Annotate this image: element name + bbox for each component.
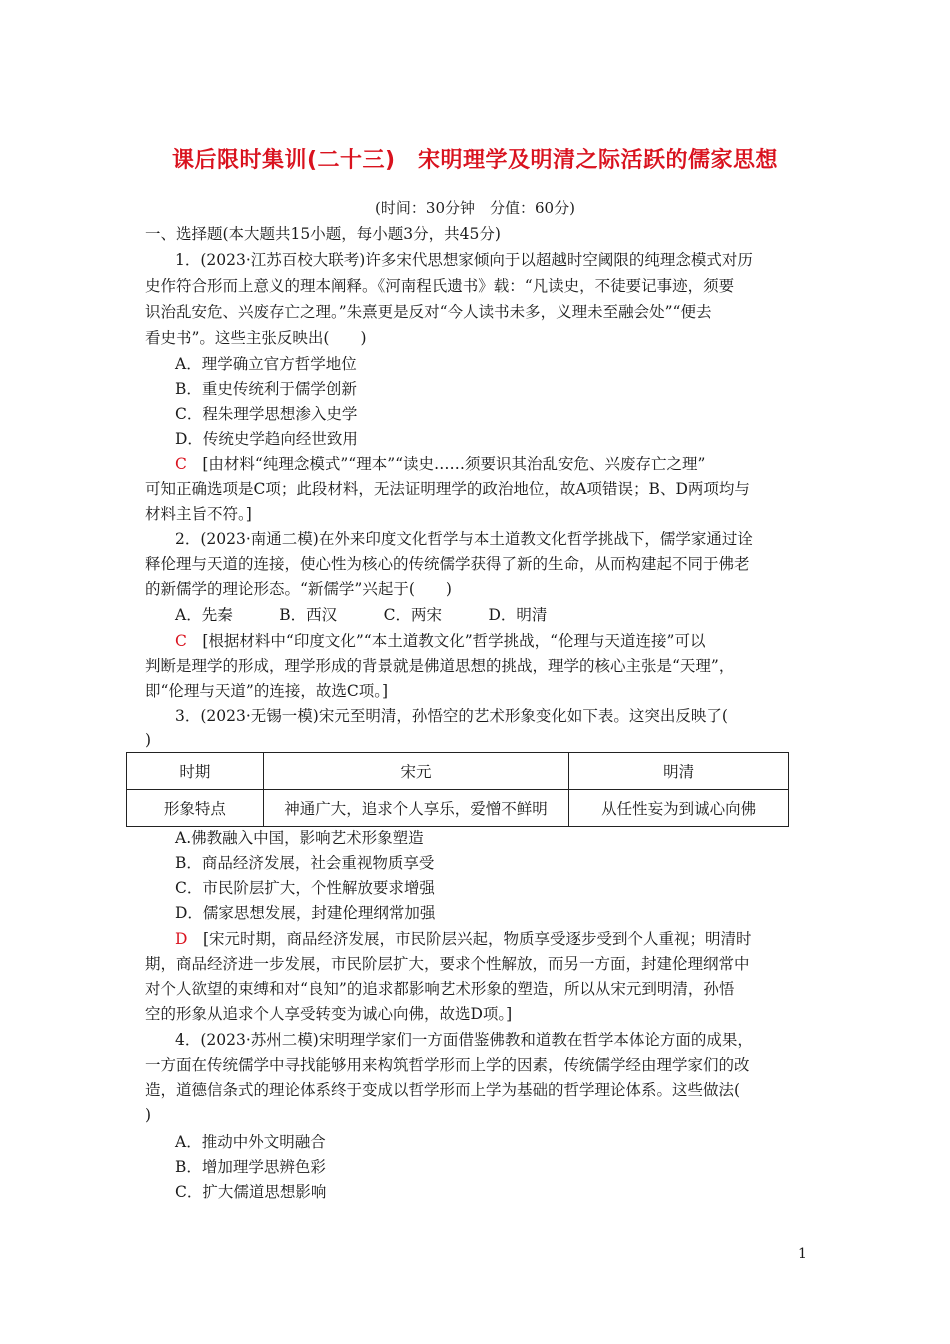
q3-explanation-line: 空的形象从追求个人享受转变为诚心向佛，故选D项。] (145, 1005, 513, 1023)
q2-explanation: [根据材料中“印度文化”“本土道教文化”哲学挑战，“伦理与天道连接”可以 (186, 632, 706, 650)
table-header-cell: 宋元 (263, 753, 569, 790)
q2-answer-line (175, 629, 810, 653)
table-header-row (127, 753, 789, 790)
q1-stem-line: 看史书”。这些主张反映出( ) (145, 329, 367, 347)
q1-option-b: B．重史传统利于儒学创新 (175, 380, 357, 398)
q1-option-c: C．程朱理学思想渗入史学 (175, 405, 358, 423)
page-number: 1 (798, 1246, 807, 1262)
section-heading: 一、选择题(本大题共15小题，每小题3分，共45分) (145, 225, 501, 243)
q3-option-b: B．商品经济发展，社会重视物质享受 (175, 854, 435, 872)
q1-explanation-line: 材料主旨不符。] (145, 505, 252, 523)
q3-explanation-line: 对个人欲望的束缚和对“良知”的追求都影响艺术形象的塑造，所以从宋元到明清，孙悟 (145, 980, 735, 998)
q1-stem-line: 识治乱安危、兴废存亡之理。”朱熹更是反对“今人读书未多，义理未至融会处”“便去 (145, 303, 712, 321)
q4-stem-line: 造，道德信条式的理论体系终于变成以哲学形而上学为基础的哲学理论体系。这些做法( (145, 1081, 741, 1099)
table-row (127, 790, 789, 827)
q4-option-a: A．推动中外文明融合 (175, 1133, 326, 1151)
q1-explanation: [由材料“纯理念模式”“理本”“读史……须要识其治乱安危、兴废存亡之理” (186, 455, 706, 473)
q1-explanation-line: 可知正确选项是C项；此段材料，无法证明理学的政治地位，故A项错误；B、D两项均与 (145, 480, 750, 498)
q1-answer-letter: C (175, 455, 187, 473)
q3-table (126, 752, 789, 827)
table-cell: 神通广大，追求个人享乐，爱憎不鲜明 (263, 790, 569, 827)
q4-option-b: B．增加理学思辨色彩 (175, 1158, 326, 1176)
q4-stem-line: 4．(2023·苏州二模)宋明理学家们一方面借鉴佛教和道教在哲学本体论方面的成果， (175, 1031, 753, 1049)
table-header-cell: 时期 (127, 753, 264, 790)
q4-stem-line: 一方面在传统儒学中寻找能够用来构筑哲学形而上学的因素，传统儒学经由理学家们的改 (145, 1056, 750, 1074)
q2-answer-letter: C (175, 632, 187, 650)
q2-stem-line: 释伦理与天道的连接，使心性为核心的传统儒学获得了新的生命，从而构建起不同于佛老 (145, 555, 750, 573)
q2-stem-line: 的新儒学的理论形态。“新儒学”兴起于( ) (145, 580, 452, 598)
page-title: 课后限时集训(二十三) 宋明理学及明清之际活跃的儒家思想 (171, 148, 779, 173)
q1-stem-line: 1．(2023·江苏百校大联考)许多宋代思想家倾向于以超越时空阈限的纯理念模式对历 (175, 251, 753, 269)
q1-option-d: D．传统史学趋向经世致用 (175, 430, 358, 448)
q3-stem-line: ) (145, 731, 152, 749)
time-score-info: (时间：30分钟 分值：60分) (375, 199, 575, 217)
table-cell: 从任性妄为到诚心向佛 (569, 790, 789, 827)
q2-options: A．先秦 B．西汉 C．两宋 D．明清 (175, 606, 548, 624)
q4-stem-line: ) (145, 1106, 152, 1124)
q4-option-c: C．扩大儒道思想影响 (175, 1183, 327, 1201)
q3-option-c: C．市民阶层扩大，个性解放要求增强 (175, 879, 435, 897)
q2-explanation-line: 即“伦理与天道”的连接，故选C项。] (145, 682, 389, 700)
q1-option-a: A．理学确立官方哲学地位 (175, 355, 357, 373)
q3-answer-letter: D (175, 930, 188, 948)
table-header-cell: 明清 (569, 753, 789, 790)
q3-option-a: A.佛教融入中国，影响艺术形象塑造 (175, 829, 424, 847)
table-cell: 形象特点 (127, 790, 264, 827)
q3-explanation: [宋元时期，商品经济发展，市民阶层兴起，物质享受逐步受到个人重视；明清时 (187, 930, 752, 948)
q3-stem-line: 3．(2023·无锡一模)宋元至明清，孙悟空的艺术形象变化如下表。这突出反映了( (175, 707, 728, 725)
q1-stem-line: 史作符合形而上意义的理本阐释。《河南程氏遗书》载：“凡读史，不徒要记事迹，须要 (145, 277, 735, 295)
q1-answer-line (175, 452, 810, 476)
q2-stem-line: 2．(2023·南通二模)在外来印度文化哲学与本土道教文化哲学挑战下，儒学家通过诠 (175, 530, 753, 548)
q3-explanation-line: 期，商品经济进一步发展，市民阶层扩大，要求个性解放，而另一方面，封建伦理纲常中 (145, 955, 750, 973)
q2-explanation-line: 判断是理学的形成，理学形成的背景就是佛道思想的挑战，理学的核心主张是“天理”， (145, 657, 735, 675)
q3-answer-line (175, 927, 810, 951)
q3-option-d: D．儒家思想发展，封建伦理纲常加强 (175, 904, 436, 922)
